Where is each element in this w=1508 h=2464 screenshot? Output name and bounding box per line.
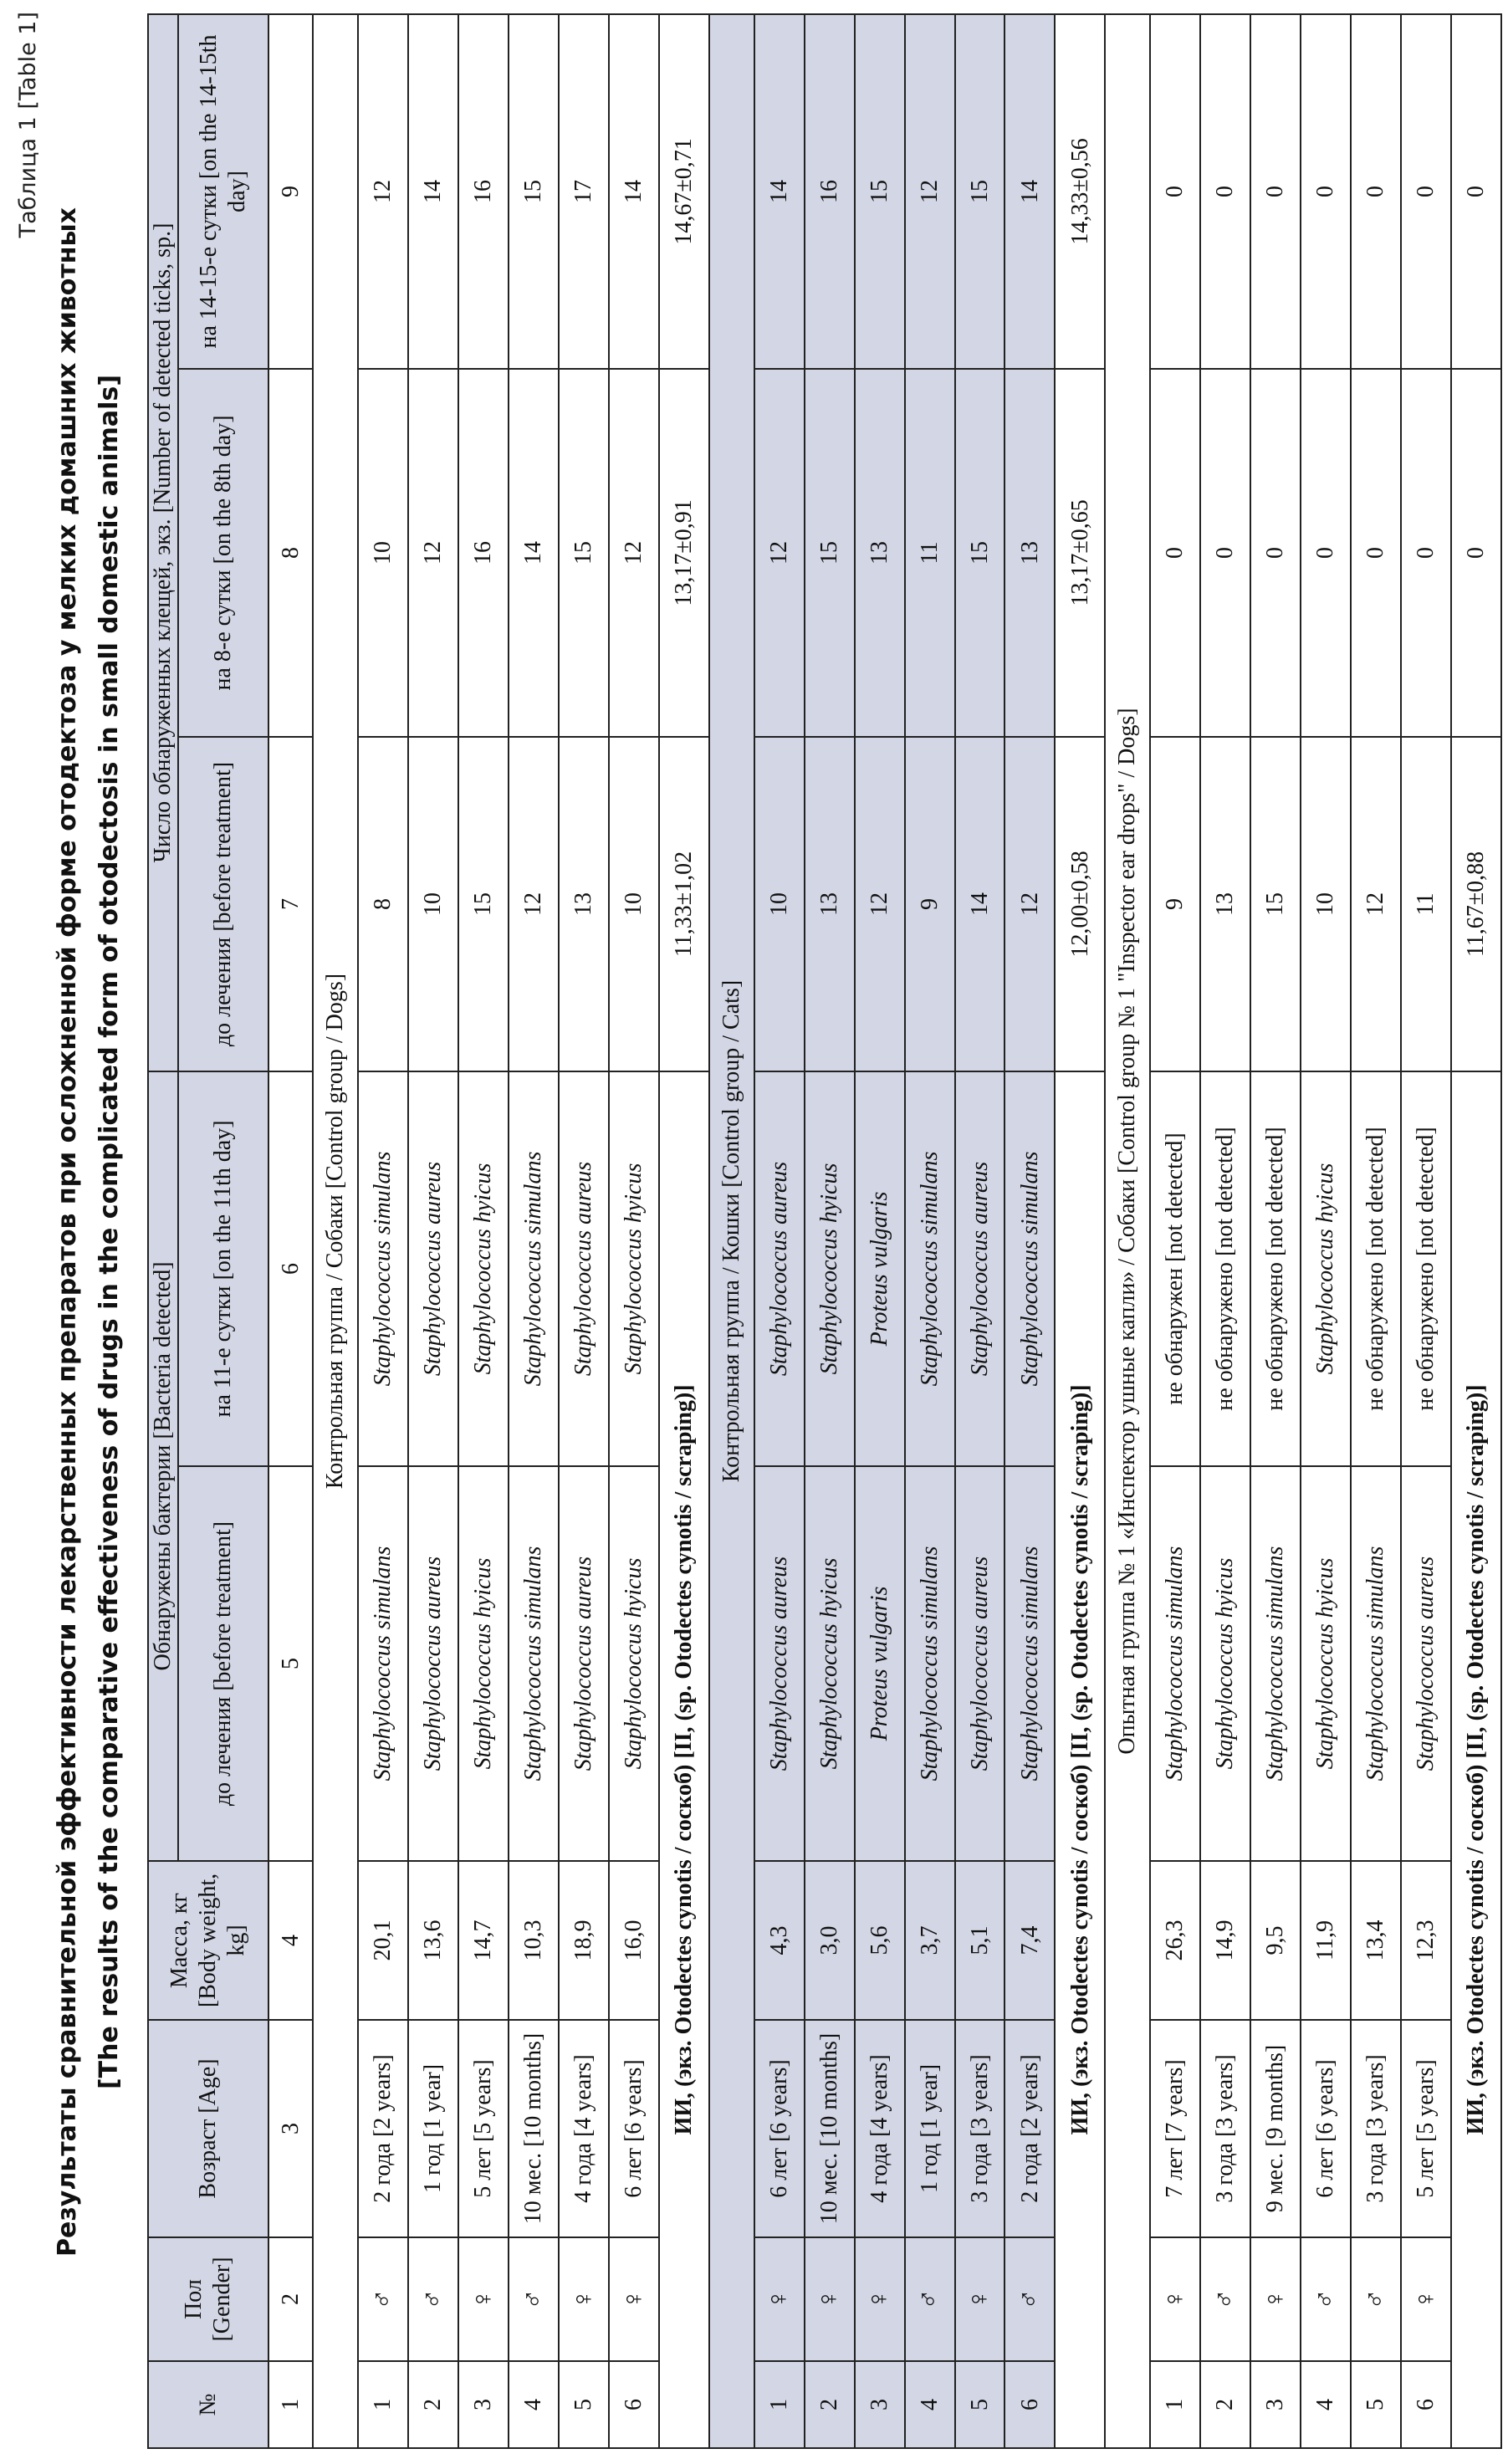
cell-ticks-day8: 12 — [408, 369, 458, 737]
cell-weight: 7,4 — [1004, 1861, 1055, 2020]
cell-ticks-day14: 12 — [905, 14, 955, 369]
cell-age: 1 год [1 year] — [905, 2020, 955, 2237]
column-number: 3 — [268, 2020, 314, 2237]
cell-ticks-day8: 0 — [1301, 369, 1351, 737]
col-header-bacteria: Обнаружены бактерии [Bacteria detected] — [148, 1071, 178, 1861]
cell-weight: 13,6 — [408, 1861, 458, 2020]
cell-ticks-day14: 15 — [955, 14, 1005, 369]
column-number: 1 — [268, 2361, 314, 2448]
summary-ticks-day14: 14,67±0,71 — [659, 14, 709, 369]
cell-age: 1 год [1 year] — [408, 2020, 458, 2237]
cell-gender-symbol: ♂ — [905, 2237, 955, 2361]
cell-bacteria-day11 — [559, 1071, 609, 1466]
cell-bacteria-before-text: Staphylococcus hyicus — [1312, 1557, 1339, 1770]
summary-label — [1055, 1071, 1105, 2448]
col-header-gender: Пол [Gender] — [148, 2237, 268, 2361]
cell-age: 6 лет [6 years] — [1301, 2020, 1351, 2237]
cell-bacteria-day11: не обнаружено [not detected] — [1351, 1071, 1401, 1466]
cell-ticks-day8: 0 — [1401, 369, 1451, 737]
cell-bacteria-day11-text: Proteus vulgaris — [866, 1191, 892, 1347]
cell-weight: 3,7 — [905, 1861, 955, 2020]
table-row — [358, 14, 408, 2448]
cell-ticks-day8: 15 — [559, 369, 609, 737]
cell-number: 5 — [559, 2361, 609, 2448]
cell-bacteria-before — [1004, 1466, 1055, 1861]
cell-ticks-before: 11 — [1401, 737, 1451, 1071]
table-row — [1351, 14, 1401, 2448]
cell-age: 6 лет [6 years] — [609, 2020, 659, 2237]
cell-ticks-before: 9 — [1150, 737, 1200, 1071]
cell-ticks-day14: 15 — [509, 14, 559, 369]
cell-bacteria-day11 — [408, 1071, 458, 1466]
column-number: 2 — [268, 2237, 314, 2361]
summary-row — [1055, 14, 1105, 2448]
cell-bacteria-before — [905, 1466, 955, 1861]
cell-weight: 16,0 — [609, 1861, 659, 2020]
col-header-ticks-day8: на 8-е сутки [on the 8th day] — [178, 369, 268, 737]
cell-ticks-day8: 15 — [805, 369, 855, 737]
group-title: Опытная группа № 1 «Инспектор ушные капли» / Собаки [Control group № 1 "Inspector ear drops" / Dogs] — [1105, 14, 1150, 2448]
cell-bacteria-day11: не обнаружено [not detected] — [1200, 1071, 1250, 1466]
cell-ticks-day8: 0 — [1150, 369, 1200, 737]
results-table — [147, 13, 1502, 2449]
cell-ticks-day14: 14 — [754, 14, 805, 369]
cell-weight: 26,3 — [1150, 1861, 1200, 2020]
summary-ticks-day14: 14,33±0,56 — [1055, 14, 1105, 369]
cell-bacteria-before-text: Staphylococcus simulans — [1262, 1546, 1289, 1782]
cell-ticks-day14: 0 — [1351, 14, 1401, 369]
cell-ticks-day14: 0 — [1301, 14, 1351, 369]
summary-ticks-day14: 0 — [1451, 14, 1501, 369]
column-number: 8 — [268, 369, 314, 737]
cell-gender-symbol: ♂ — [509, 2237, 559, 2361]
cell-age: 5 лет [5 years] — [458, 2020, 509, 2237]
title-english: [The results of the comparative effectiveness of drugs in the complicated form of otodectosis in small domestic animals] — [95, 374, 124, 2090]
cell-age: 4 года [4 years] — [855, 2020, 905, 2237]
cell-gender-symbol: ♂ — [1200, 2237, 1250, 2361]
cell-number: 2 — [408, 2361, 458, 2448]
cell-ticks-day8: 16 — [458, 369, 509, 737]
cell-ticks-day8: 13 — [1004, 369, 1055, 737]
table-label: Таблица 1 [Table 1] — [15, 12, 41, 238]
cell-age: 10 мес. [10 months] — [509, 2020, 559, 2237]
table-row — [805, 14, 855, 2448]
cell-number: 1 — [754, 2361, 805, 2448]
cell-bacteria-before-text: Staphylococcus simulans — [520, 1546, 547, 1782]
cell-bacteria-before-text: Staphylococcus hyicus — [815, 1557, 842, 1770]
cell-bacteria-day11 — [358, 1071, 408, 1466]
cell-ticks-day8: 0 — [1250, 369, 1301, 737]
header-row-1 — [148, 14, 178, 2448]
cell-bacteria-before — [1401, 1466, 1451, 1861]
table-row — [1401, 14, 1451, 2448]
cell-ticks-day14: 16 — [805, 14, 855, 369]
cell-bacteria-day11 — [1301, 1071, 1351, 1466]
cell-bacteria-day11-text: Staphylococcus hyicus — [1312, 1163, 1339, 1375]
cell-ticks-day14: 0 — [1150, 14, 1200, 369]
cell-ticks-day8: 0 — [1351, 369, 1401, 737]
table-row — [559, 14, 609, 2448]
column-number: 7 — [268, 737, 314, 1071]
col-header-bact-day11: на 11-е сутки [on the 11th day] — [178, 1071, 268, 1466]
cell-bacteria-day11-text: Staphylococcus aureus — [966, 1161, 993, 1377]
cell-bacteria-day11 — [955, 1071, 1005, 1466]
cell-ticks-before: 10 — [1301, 737, 1351, 1071]
cell-number: 1 — [1150, 2361, 1200, 2448]
cell-ticks-day14: 15 — [855, 14, 905, 369]
cell-ticks-day14: 0 — [1250, 14, 1301, 369]
summary-row — [659, 14, 709, 2448]
cell-bacteria-before-text: Staphylococcus hyicus — [1212, 1557, 1239, 1770]
cell-bacteria-day11 — [509, 1071, 559, 1466]
cell-bacteria-before — [1301, 1466, 1351, 1861]
cell-bacteria-day11: не обнаружено [not detected] — [1250, 1071, 1301, 1466]
cell-ticks-before: 10 — [754, 737, 805, 1071]
cell-bacteria-before-text: Staphylococcus aureus — [570, 1556, 597, 1771]
cell-ticks-before: 12 — [1004, 737, 1055, 1071]
table-row — [905, 14, 955, 2448]
cell-bacteria-before-text: Staphylococcus aureus — [420, 1556, 447, 1771]
cell-number: 3 — [458, 2361, 509, 2448]
cell-bacteria-day11-text: Staphylococcus simulans — [520, 1151, 547, 1387]
cell-age: 10 мес. [10 months] — [805, 2020, 855, 2237]
cell-weight: 5,1 — [955, 1861, 1005, 2020]
column-number: 5 — [268, 1466, 314, 1861]
cell-weight: 5,6 — [855, 1861, 905, 2020]
cell-gender-symbol: ♀ — [855, 2237, 905, 2361]
cell-gender-symbol: ♀ — [1401, 2237, 1451, 2361]
cell-bacteria-before-text: Staphylococcus simulans — [1362, 1546, 1389, 1782]
results-table-body — [268, 14, 1501, 2448]
cell-bacteria-before-text: Staphylococcus hyicus — [470, 1557, 497, 1770]
cell-ticks-before: 8 — [358, 737, 408, 1071]
cell-age: 3 года [3 years] — [955, 2020, 1005, 2237]
cell-ticks-before: 12 — [855, 737, 905, 1071]
cell-bacteria-before-text: Staphylococcus aureus — [966, 1556, 993, 1771]
cell-ticks-before: 13 — [1200, 737, 1250, 1071]
cell-ticks-day14: 12 — [358, 14, 408, 369]
cell-bacteria-day11-text: Staphylococcus hyicus — [470, 1163, 497, 1375]
group-header-row — [709, 14, 754, 2448]
cell-bacteria-before — [1200, 1466, 1250, 1861]
summary-ticks-before: 12,00±0,58 — [1055, 737, 1105, 1071]
cell-number: 6 — [1401, 2361, 1451, 2448]
summary-label — [1451, 1071, 1501, 2448]
cell-bacteria-before-text: Staphylococcus aureus — [765, 1556, 792, 1771]
cell-ticks-day8: 15 — [955, 369, 1005, 737]
col-header-bact-before: до лечения [before treatment] — [178, 1466, 268, 1861]
cell-weight: 20,1 — [358, 1861, 408, 2020]
group-title: Контрольная группа / Собаки [Control group / Dogs] — [313, 14, 358, 2448]
cell-ticks-before: 14 — [955, 737, 1005, 1071]
cell-ticks-day14: 14 — [1004, 14, 1055, 369]
cell-ticks-day14: 14 — [609, 14, 659, 369]
cell-number: 5 — [1351, 2361, 1401, 2448]
cell-ticks-day14: 14 — [408, 14, 458, 369]
cell-bacteria-day11 — [1004, 1071, 1055, 1466]
cell-bacteria-day11: не обнаружен [not detected] — [1150, 1071, 1200, 1466]
column-number: 6 — [268, 1071, 314, 1466]
col-header-ticks-day14: на 14-15-е сутки [on the 14-15th day] — [178, 14, 268, 369]
cell-number: 2 — [805, 2361, 855, 2448]
table-row — [955, 14, 1005, 2448]
table-row — [855, 14, 905, 2448]
cell-weight: 10,3 — [509, 1861, 559, 2020]
cell-bacteria-before — [559, 1466, 609, 1861]
cell-bacteria-before — [609, 1466, 659, 1861]
cell-age: 2 года [2 years] — [358, 2020, 408, 2237]
cell-bacteria-day11-text: Staphylococcus aureus — [765, 1161, 792, 1377]
group-title: Контрольная группа / Кошки [Control group / Cats] — [709, 14, 754, 2448]
cell-ticks-day8: 10 — [358, 369, 408, 737]
cell-bacteria-day11 — [805, 1071, 855, 1466]
cell-bacteria-before — [408, 1466, 458, 1861]
col-header-ticks: Число обнаруженных клещей, экз. [Number of detected ticks, sp.] — [148, 14, 178, 1071]
cell-ticks-day14: 0 — [1401, 14, 1451, 369]
cell-number: 6 — [1004, 2361, 1055, 2448]
cell-bacteria-before — [358, 1466, 408, 1861]
cell-bacteria-before-text: Staphylococcus hyicus — [621, 1557, 647, 1770]
col-header-number: № — [148, 2361, 268, 2448]
cell-ticks-before: 12 — [1351, 737, 1401, 1071]
cell-bacteria-day11 — [855, 1071, 905, 1466]
cell-ticks-day14: 17 — [559, 14, 609, 369]
cell-bacteria-before — [1250, 1466, 1301, 1861]
table-row — [1250, 14, 1301, 2448]
cell-ticks-before: 13 — [805, 737, 855, 1071]
cell-ticks-day8: 11 — [905, 369, 955, 737]
cell-number: 6 — [609, 2361, 659, 2448]
cell-ticks-day14: 16 — [458, 14, 509, 369]
column-number: 4 — [268, 1861, 314, 2020]
cell-gender-symbol: ♀ — [1150, 2237, 1200, 2361]
cell-age: 2 года [2 years] — [1004, 2020, 1055, 2237]
cell-weight: 4,3 — [754, 1861, 805, 2020]
summary-ticks-day8: 0 — [1451, 369, 1501, 737]
cell-gender-symbol: ♀ — [805, 2237, 855, 2361]
summary-ticks-before: 11,67±0,88 — [1451, 737, 1501, 1071]
cell-bacteria-day11 — [458, 1071, 509, 1466]
cell-bacteria-before-text: Proteus vulgaris — [866, 1586, 892, 1741]
column-number-row — [268, 14, 314, 2448]
cell-bacteria-day11-text: Staphylococcus simulans — [1016, 1151, 1043, 1387]
cell-ticks-day8: 13 — [855, 369, 905, 737]
cell-bacteria-before — [509, 1466, 559, 1861]
cell-age: 5 лет [5 years] — [1401, 2020, 1451, 2237]
cell-weight: 3,0 — [805, 1861, 855, 2020]
cell-bacteria-day11 — [754, 1071, 805, 1466]
table-row — [408, 14, 458, 2448]
cell-gender-symbol: ♀ — [1250, 2237, 1301, 2361]
cell-bacteria-before — [458, 1466, 509, 1861]
cell-ticks-before: 10 — [408, 737, 458, 1071]
summary-label — [659, 1071, 709, 2448]
cell-weight: 13,4 — [1351, 1861, 1401, 2020]
cell-bacteria-before — [805, 1466, 855, 1861]
cell-ticks-before: 10 — [609, 737, 659, 1071]
cell-ticks-day8: 0 — [1200, 369, 1250, 737]
cell-number: 4 — [509, 2361, 559, 2448]
cell-gender-symbol: ♀ — [754, 2237, 805, 2361]
cell-number: 3 — [855, 2361, 905, 2448]
cell-weight: 14,9 — [1200, 1861, 1250, 2020]
column-number: 9 — [268, 14, 314, 369]
cell-weight: 11,9 — [1301, 1861, 1351, 2020]
cell-bacteria-before — [1351, 1466, 1401, 1861]
cell-age: 6 лет [6 years] — [754, 2020, 805, 2237]
cell-age: 3 года [3 years] — [1351, 2020, 1401, 2237]
cell-ticks-before: 15 — [458, 737, 509, 1071]
cell-gender-symbol: ♀ — [955, 2237, 1005, 2361]
cell-age: 3 года [3 years] — [1200, 2020, 1250, 2237]
cell-bacteria-before-text: Staphylococcus simulans — [1162, 1546, 1189, 1782]
cell-ticks-day14: 0 — [1200, 14, 1250, 369]
cell-bacteria-before — [754, 1466, 805, 1861]
table-row — [509, 14, 559, 2448]
cell-weight: 14,7 — [458, 1861, 509, 2020]
cell-ticks-before: 12 — [509, 737, 559, 1071]
cell-ticks-day8: 12 — [609, 369, 659, 737]
cell-bacteria-day11-text: Staphylococcus simulans — [370, 1151, 396, 1387]
cell-bacteria-day11-text: Staphylococcus aureus — [570, 1161, 597, 1377]
cell-gender-symbol: ♀ — [559, 2237, 609, 2361]
cell-bacteria-before-text: Staphylococcus simulans — [916, 1546, 943, 1782]
summary-ticks-day8: 13,17±0,91 — [659, 369, 709, 737]
title-russian: Результаты сравнительной эффективности лекарственных препаратов при осложненной форме отодектоза у мелких домашних животных — [53, 207, 82, 2257]
table-row — [1301, 14, 1351, 2448]
cell-number: 4 — [1301, 2361, 1351, 2448]
summary-ticks-day8: 13,17±0,65 — [1055, 369, 1105, 737]
table-row — [1200, 14, 1250, 2448]
cell-bacteria-before-text: Staphylococcus aureus — [1413, 1556, 1439, 1771]
cell-bacteria-day11-text: Staphylococcus simulans — [916, 1151, 943, 1387]
summary-row — [1451, 14, 1501, 2448]
table-row — [609, 14, 659, 2448]
cell-bacteria-before — [955, 1466, 1005, 1861]
cell-bacteria-day11-text: Staphylococcus hyicus — [815, 1163, 842, 1375]
cell-number: 5 — [955, 2361, 1005, 2448]
group-header-row — [1105, 14, 1150, 2448]
cell-number: 4 — [905, 2361, 955, 2448]
cell-bacteria-before-text: Staphylococcus simulans — [370, 1546, 396, 1782]
col-header-age: Возраст [Age] — [148, 2020, 268, 2237]
cell-bacteria-day11: не обнаружено [not detected] — [1401, 1071, 1451, 1466]
cell-weight: 12,3 — [1401, 1861, 1451, 2020]
cell-weight: 18,9 — [559, 1861, 609, 2020]
cell-age: 7 лет [7 years] — [1150, 2020, 1200, 2237]
summary-label-text: ИИ, (экз. Otodectes cynotis / соскоб) [II, (sp. Otodectes cynotis / scraping)] — [671, 1384, 698, 2135]
cell-number: 1 — [358, 2361, 408, 2448]
cell-bacteria-day11-text: Staphylococcus hyicus — [621, 1163, 647, 1375]
cell-bacteria-before — [855, 1466, 905, 1861]
cell-number: 2 — [1200, 2361, 1250, 2448]
table-row — [458, 14, 509, 2448]
cell-bacteria-day11-text: Staphylococcus aureus — [420, 1161, 447, 1377]
cell-ticks-before: 15 — [1250, 737, 1301, 1071]
cell-number: 3 — [1250, 2361, 1301, 2448]
cell-ticks-day8: 12 — [754, 369, 805, 737]
col-header-ticks-before: до лечения [before treatment] — [178, 737, 268, 1071]
cell-bacteria-before-text: Staphylococcus simulans — [1016, 1546, 1043, 1782]
cell-age: 9 мес. [9 months] — [1250, 2020, 1301, 2237]
cell-ticks-before: 9 — [905, 737, 955, 1071]
cell-gender-symbol: ♂ — [1351, 2237, 1401, 2361]
group-header-row — [313, 14, 358, 2448]
cell-gender-symbol: ♂ — [358, 2237, 408, 2361]
cell-gender-symbol: ♂ — [1004, 2237, 1055, 2361]
cell-weight: 9,5 — [1250, 1861, 1301, 2020]
cell-ticks-before: 13 — [559, 737, 609, 1071]
summary-ticks-before: 11,33±1,02 — [659, 737, 709, 1071]
table-row — [1004, 14, 1055, 2448]
summary-label-text: ИИ, (экз. Otodectes cynotis / соскоб) [II, (sp. Otodectes cynotis / scraping)] — [1463, 1384, 1490, 2135]
table-title — [47, 0, 130, 2464]
cell-ticks-day8: 14 — [509, 369, 559, 737]
cell-gender-symbol: ♀ — [458, 2237, 509, 2361]
cell-gender-symbol: ♀ — [609, 2237, 659, 2361]
cell-bacteria-day11 — [905, 1071, 955, 1466]
cell-gender-symbol: ♂ — [1301, 2237, 1351, 2361]
summary-label-text: ИИ, (экз. Otodectes cynotis / соскоб) [II, (sp. Otodectes cynotis / scraping)] — [1066, 1384, 1093, 2135]
cell-age: 4 года [4 years] — [559, 2020, 609, 2237]
cell-gender-symbol: ♂ — [408, 2237, 458, 2361]
cell-bacteria-before — [1150, 1466, 1200, 1861]
col-header-weight: Масса, кг [Body weight, kg] — [148, 1861, 268, 2020]
table-row — [1150, 14, 1200, 2448]
table-row — [754, 14, 805, 2448]
cell-bacteria-day11 — [609, 1071, 659, 1466]
